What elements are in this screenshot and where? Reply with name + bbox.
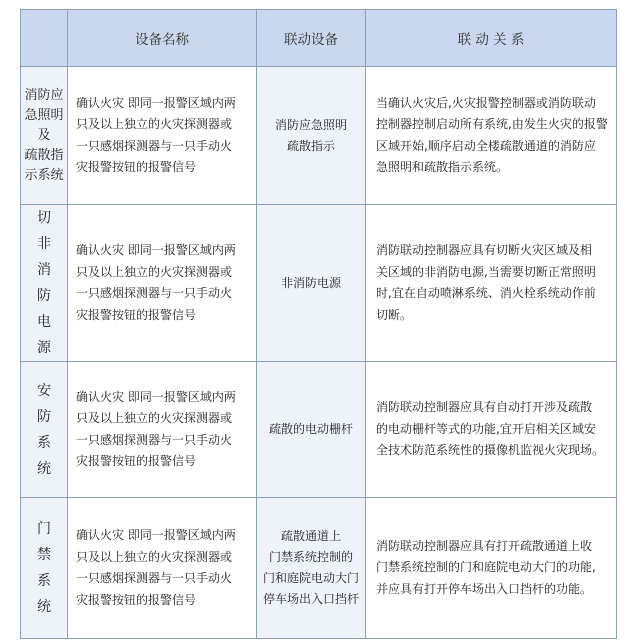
table-row xyxy=(21,362,617,498)
header-linkage-device: 联动设备 xyxy=(257,10,366,67)
row-device: 非消防电源 xyxy=(257,205,366,362)
header-blank xyxy=(21,10,68,67)
row-condition: 确认火灾 即同一报警区域内两 只及以上独立的火灾探测器或 一只感烟探测器与一只手动火 灾报警按钮的报警信号 xyxy=(68,362,257,498)
row-condition: 确认火灾 即同一报警区域内两 只及以上独立的火灾探测器或 一只感烟探测器与一只手动火 灾报警按钮的报警信号 xyxy=(68,67,257,205)
table-row xyxy=(21,498,617,639)
header-device-name: 设备名称 xyxy=(68,10,257,67)
fire-linkage-table xyxy=(20,9,617,639)
row-category: 切 非 消 防 电 源 xyxy=(21,205,68,362)
row-relation: 消防联动控制器应具有自动打开涉及疏散 的电动栅杆等式的功能,宜开启相关区域安 全技术防范系统性的摄像机监视火灾现场。 xyxy=(366,362,617,498)
row-condition: 确认火灾 即同一报警区域内两 只及以上独立的火灾探测器或 一只感烟探测器与一只手动火 灾报警按钮的报警信号 xyxy=(68,498,257,639)
table-row xyxy=(21,67,617,205)
row-category: 消防应 急照明 及 疏散指 示系统 xyxy=(21,67,68,205)
row-condition: 确认火灾 即同一报警区域内两 只及以上独立的火灾探测器或 一只感烟探测器与一只手动火 灾报警按钮的报警信号 xyxy=(68,205,257,362)
row-category: 门 禁 系 统 xyxy=(21,498,68,639)
row-device: 疏散通道上 门禁系统控制的 门和庭院电动大门 停车场出入口挡杆 xyxy=(257,498,366,639)
row-category: 安 防 系 统 xyxy=(21,362,68,498)
header-row xyxy=(21,10,617,67)
row-device: 疏散的电动栅杆 xyxy=(257,362,366,498)
row-relation: 消防联动控制器应具有切断火灾区域及相 关区域的非消防电源,当需要切断正常照明 时,宜在自动喷淋系统、消火栓系统动作前 切断。 xyxy=(366,205,617,362)
row-relation: 当确认火灾后,火灾报警控制器或消防联动 控制器控制启动所有系统,由发生火灾的报警 区域开始,顺序启动全楼疏散通道的消防应 急照明和疏散指示系统。 xyxy=(366,67,617,205)
header-linkage-relation: 联 动 关 系 xyxy=(366,10,617,67)
row-device: 消防应急照明 疏散指示 xyxy=(257,67,366,205)
table-row xyxy=(21,205,617,362)
row-relation: 消防联动控制器应具有打开疏散通道上收 门禁系统控制的门和庭院电动大门的功能, 并应具有打开停车场出入口挡杆的功能。 xyxy=(366,498,617,639)
linkage-table-container xyxy=(20,9,616,639)
